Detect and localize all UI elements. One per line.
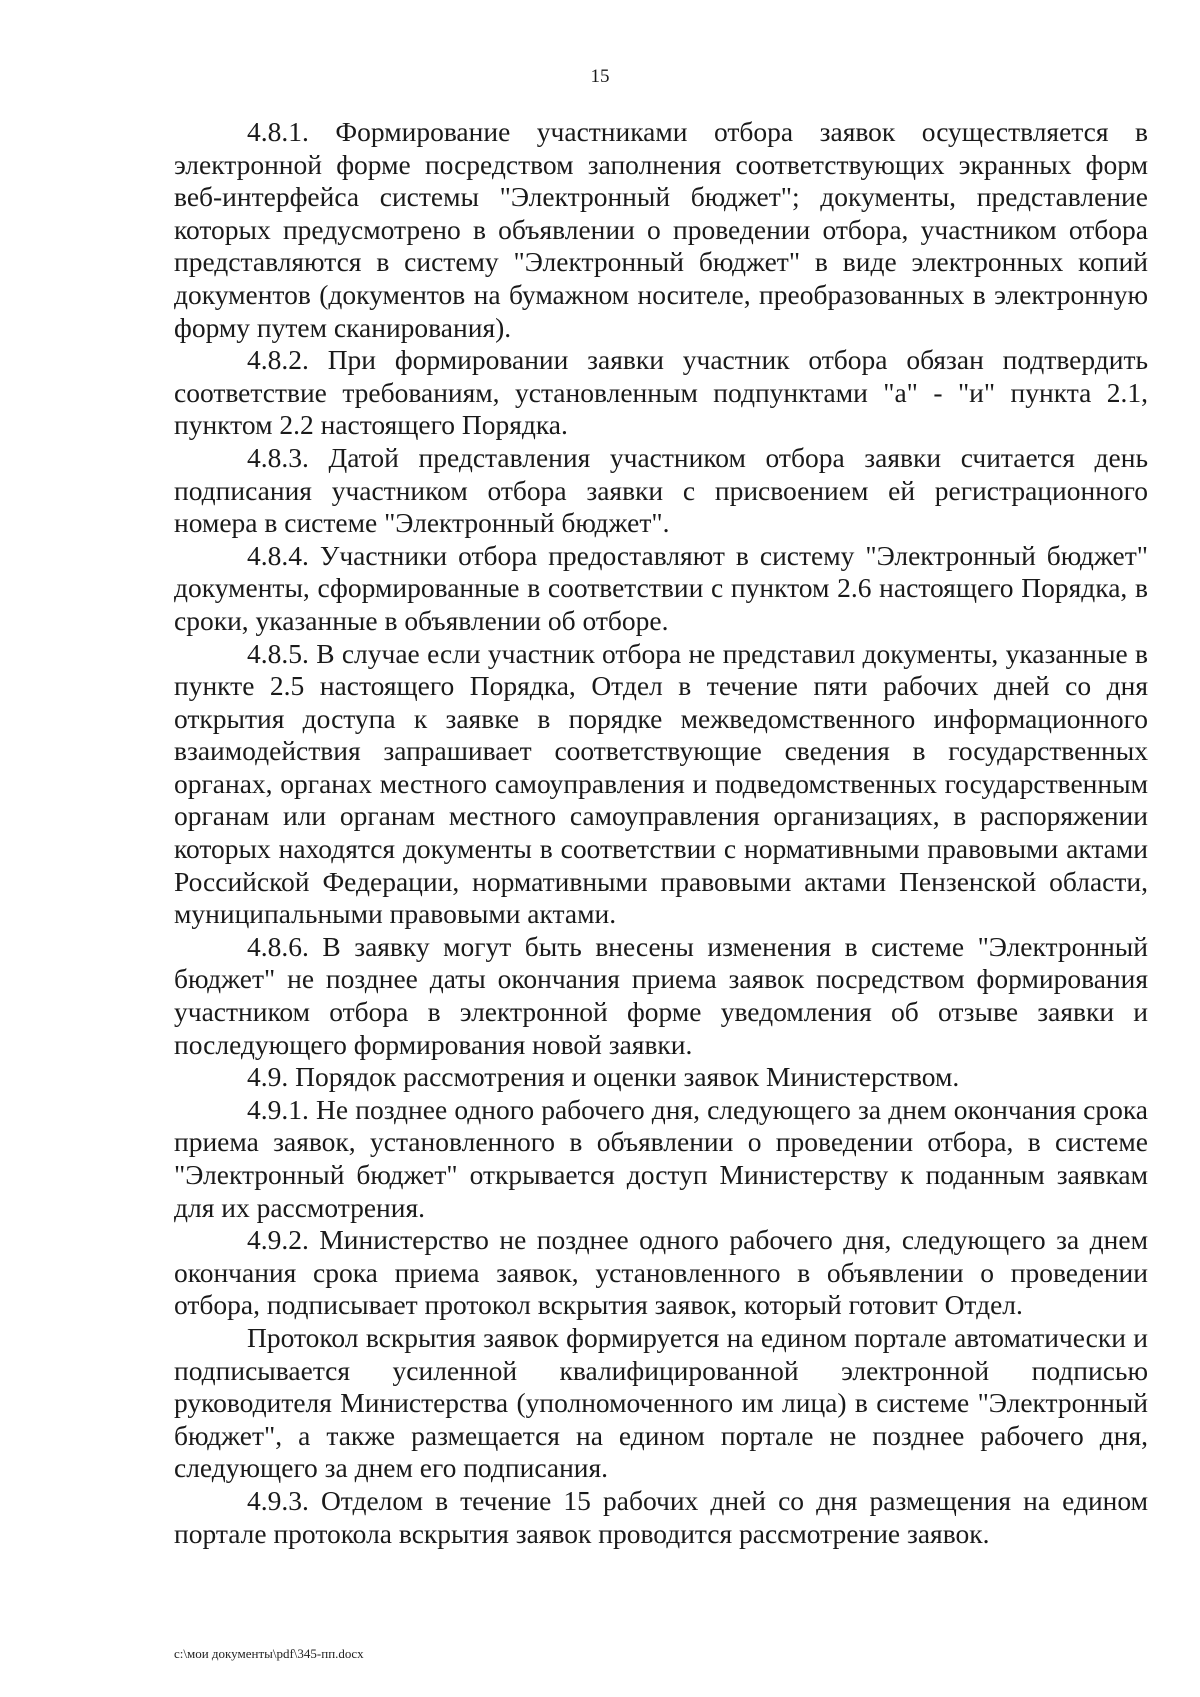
paragraph-4-8-6: 4.8.6. В заявку могут быть внесены изменения в системе "Электронный бюджет" не позднее даты окончания приема заявок посредством формирования участником отбора в электронной форме уведомления об отзыве заявки и последующего формирования новой заявки. xyxy=(174,930,1148,1060)
paragraph-4-8-1: 4.8.1. Формирование участниками отбора заявок осуществляется в электронной форме посредством заполнения соответствующих экранных форм веб-интерфейса системы "Электронный бюджет"; документы, представление которых предусмотрено в объявлении о проведении отбора, участником отбора представляются в систему "Электронный бюджет" в виде электронных копий документов (документов на бумажном носителе, преобразованных в электронную форму путем сканирования). xyxy=(174,116,1148,343)
paragraph-4-8-2: 4.8.2. При формировании заявки участник отбора обязан подтвердить соответствие требованиям, установленным подпунктами "а" - "и" пункта 2.1, пунктом 2.2 настоящего Порядка. xyxy=(174,344,1148,441)
paragraph-4-8-3: 4.8.3. Датой представления участником отбора заявки считается день подписания участником отбора заявки с присвоением ей регистрационного номера в системе "Электронный бюджет". xyxy=(174,441,1148,539)
paragraph-4-8-5: 4.8.5. В случае если участник отбора не представил документы, указанные в пункте 2.5 настоящего Порядка, Отдел в течение пяти рабочих дней со дня открытия доступа к заявке в порядке межведомственного информационного взаимодействия запрашивает соответствующие сведения в государственных органах, органах местного самоуправления и подведомственных государственным органам или органам местного самоуправления организациях, в распоряжении которых находятся документы в соответствии с нормативными правовыми актами Российской Федерации, нормативными правовыми актами Пензенской области, муниципальными правовыми актами. xyxy=(174,637,1148,930)
paragraph-4-9-2: 4.9.2. Министерство не позднее одного рабочего дня, следующего за днем окончания срока приема заявок, установленного в объявлении о проведении отбора, подписывает протокол вскрытия заявок, который готовит Отдел. xyxy=(174,1224,1148,1321)
paragraph-4-9-1: 4.9.1. Не позднее одного рабочего дня, следующего за днем окончания срока приема заявок, установленного в объявлении о проведении отбора, в системе "Электронный бюджет" открывается доступ Министерству к поданным заявкам для их рассмотрения. xyxy=(174,1093,1148,1223)
document-body xyxy=(174,116,1148,1550)
paragraph-4-9-3: 4.9.3. Отделом в течение 15 рабочих дней со дня размещения на едином портале протокола вскрытия заявок проводится рассмотрение заявок. xyxy=(174,1484,1148,1549)
page-number: 15 xyxy=(590,66,610,87)
paragraph-protocol: Протокол вскрытия заявок формируется на едином портале автоматически и подписывается усиленной квалифицированной электронной подписью руководителя Министерства (уполномоченного им лица) в системе "Электронный бюджет", а также размещается на едином портале не позднее рабочего дня, следующего за днем его подписания. xyxy=(174,1321,1148,1484)
paragraph-4-9: 4.9. Порядок рассмотрения и оценки заявок Министерством. xyxy=(247,1061,960,1093)
footer-file-path: c:\мои документы\pdf\345-пп.docx xyxy=(174,1646,364,1661)
paragraph-4-8-4: 4.8.4. Участники отбора предоставляют в систему "Электронный бюджет" документы, сформированные в соответствии с пунктом 2.6 настоящего Порядка, в сроки, указанные в объявлении об отборе. xyxy=(174,539,1148,636)
